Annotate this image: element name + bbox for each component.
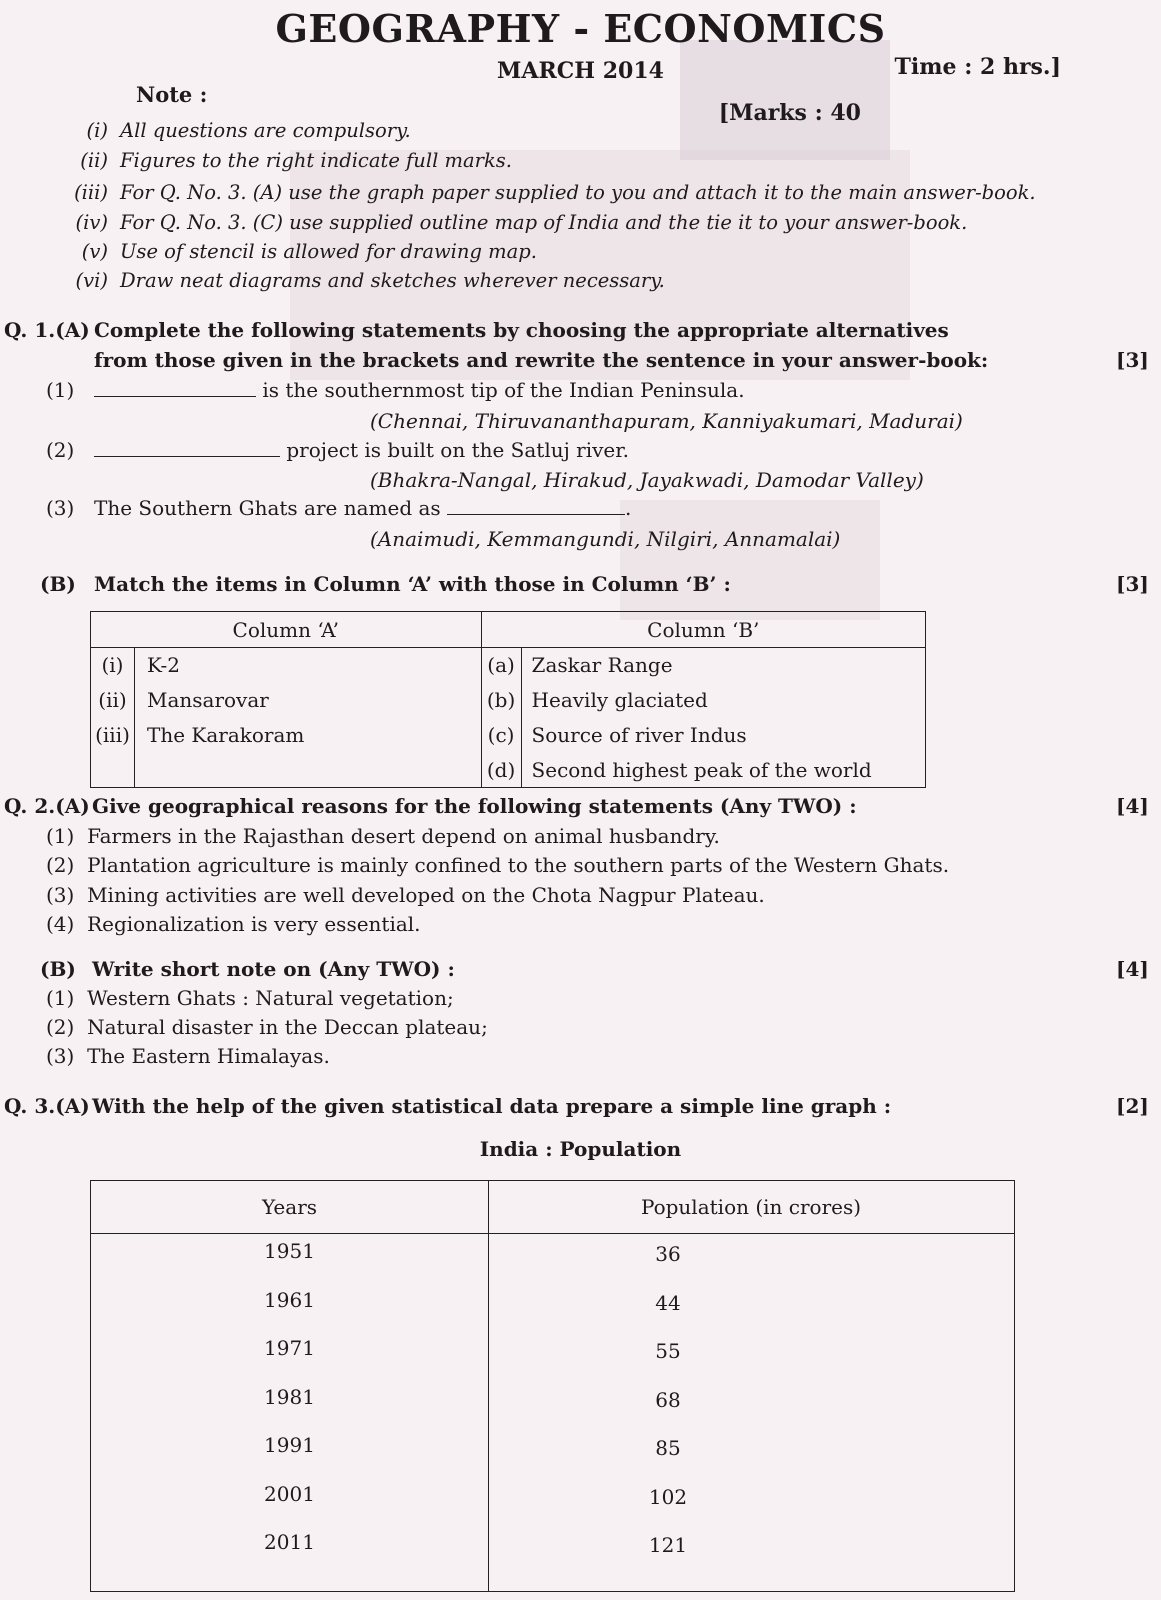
q1-item-1-options: (Chennai, Thiruvananthapuram, Kanniyakumari, Madurai) bbox=[370, 409, 963, 433]
match-row: (d) Second highest peak of the world bbox=[91, 753, 926, 788]
q2b-item: (2) Natural disaster in the Deccan plateau; bbox=[46, 1015, 488, 1039]
q1b-marks: [3] bbox=[1116, 572, 1149, 596]
q1-item-num: (2) bbox=[46, 438, 75, 462]
note-label: Note : bbox=[136, 82, 208, 107]
q1a-marks: [3] bbox=[1116, 348, 1149, 372]
match-table bbox=[90, 611, 926, 788]
q1-item-2: project is built on the Satluj river. bbox=[94, 438, 629, 462]
q2-item: (1) Farmers in the Rajasthan desert depend on animal husbandry. bbox=[46, 824, 720, 848]
year-cell: 1971 bbox=[264, 1336, 315, 1360]
q2b-label: (B) bbox=[40, 957, 76, 981]
note-item: (ii) Figures to the right indicate full marks. bbox=[80, 149, 512, 172]
population-cell: 55 bbox=[655, 1339, 681, 1363]
q2b-item: (3) The Eastern Himalayas. bbox=[46, 1044, 330, 1068]
years-column-header: Years bbox=[261, 1195, 318, 1219]
total-marks: [Marks : 40 bbox=[718, 100, 861, 126]
column-a-header: Column ‘A’ bbox=[91, 612, 482, 648]
q2-item: (4) Regionalization is very essential. bbox=[46, 912, 421, 936]
q3a-marks: [2] bbox=[1116, 1094, 1149, 1118]
q1-item-1: is the southernmost tip of the Indian Peninsula. bbox=[94, 378, 745, 402]
year-cell: 1961 bbox=[264, 1287, 315, 1312]
answer-blank bbox=[447, 498, 625, 515]
exam-date: MARCH 2014 bbox=[497, 58, 664, 84]
note-item: (iii) For Q. No. 3. (A) use the graph paper supplied to you and attach it to the main answer-book. bbox=[74, 181, 1036, 204]
population-table-title: India : Population bbox=[479, 1137, 682, 1161]
match-row: (ii) Mansarovar (b) Heavily glaciated bbox=[91, 683, 926, 718]
population-cell: 85 bbox=[655, 1436, 681, 1460]
q1-item-num: (3) bbox=[46, 496, 75, 520]
q1-heading-line2: from those given in the brackets and rewrite the sentence in your answer-book: bbox=[94, 348, 989, 372]
q2b-heading: Write short note on (Any TWO) : bbox=[92, 957, 455, 981]
population-cell: 102 bbox=[648, 1484, 688, 1509]
q1-item-2-options: (Bhakra-Nangal, Hirakud, Jayakwadi, Damodar Valley) bbox=[370, 468, 924, 492]
q2b-marks: [4] bbox=[1116, 957, 1149, 981]
answer-blank bbox=[94, 380, 256, 397]
population-cell: 44 bbox=[655, 1290, 681, 1315]
note-item: (vi) Draw neat diagrams and sketches wherever necessary. bbox=[75, 269, 665, 292]
population-column-header: Population (in crores) bbox=[640, 1195, 862, 1219]
q1-label: Q. 1.(A) bbox=[4, 318, 90, 342]
population-table bbox=[90, 1180, 1015, 1592]
q1-item-3-options: (Anaimudi, Kemmangundi, Nilgiri, Annamalai) bbox=[370, 527, 841, 551]
population-cell: 121 bbox=[648, 1533, 688, 1557]
match-row: (i) K-2 (a) Zaskar Range bbox=[91, 648, 926, 683]
bleed-through-shade bbox=[620, 500, 880, 620]
q2-item: (3) Mining activities are well developed on the Chota Nagpur Plateau. bbox=[46, 883, 765, 907]
answer-blank bbox=[94, 440, 280, 457]
note-item: (iv) For Q. No. 3. (C) use supplied outline map of India and the tie it to your answer-book. bbox=[75, 211, 968, 234]
q2a-marks: [4] bbox=[1116, 794, 1149, 818]
page-title: GEOGRAPHY - ECONOMICS bbox=[275, 6, 886, 51]
year-cell: 1991 bbox=[264, 1433, 315, 1457]
q2-heading: Give geographical reasons for the following statements (Any TWO) : bbox=[92, 794, 857, 818]
year-cell: 2011 bbox=[264, 1530, 315, 1554]
year-cell: 2001 bbox=[264, 1481, 315, 1506]
q1b-heading: Match the items in Column ‘A’ with those in Column ‘B’ : bbox=[94, 572, 731, 596]
q1-heading-line1: Complete the following statements by choosing the appropriate alternatives bbox=[94, 318, 949, 342]
q2b-item: (1) Western Ghats : Natural vegetation; bbox=[46, 986, 454, 1010]
q1b-label: (B) bbox=[40, 572, 76, 596]
q1-item-3: The Southern Ghats are named as . bbox=[94, 496, 632, 520]
q3-heading: With the help of the given statistical data prepare a simple line graph : bbox=[92, 1094, 892, 1118]
note-item: (i) All questions are compulsory. bbox=[86, 119, 411, 142]
year-cell: 1981 bbox=[264, 1384, 315, 1409]
table-header bbox=[91, 1181, 1014, 1234]
match-row: (iii) The Karakoram (c) Source of river Indus bbox=[91, 718, 926, 753]
q1-item-num: (1) bbox=[46, 378, 75, 402]
population-cell: 68 bbox=[655, 1387, 681, 1412]
time-allowed: Time : 2 hrs.] bbox=[894, 54, 1061, 80]
note-item: (v) Use of stencil is allowed for drawing map. bbox=[81, 240, 537, 263]
q3-label: Q. 3.(A) bbox=[4, 1094, 90, 1118]
year-cell: 1951 bbox=[264, 1239, 315, 1263]
q2-item: (2) Plantation agriculture is mainly confined to the southern parts of the Western Ghats. bbox=[46, 853, 950, 877]
q2-label: Q. 2.(A) bbox=[4, 794, 90, 818]
column-b-header: Column ‘B’ bbox=[481, 612, 925, 648]
population-cell: 36 bbox=[655, 1242, 681, 1266]
